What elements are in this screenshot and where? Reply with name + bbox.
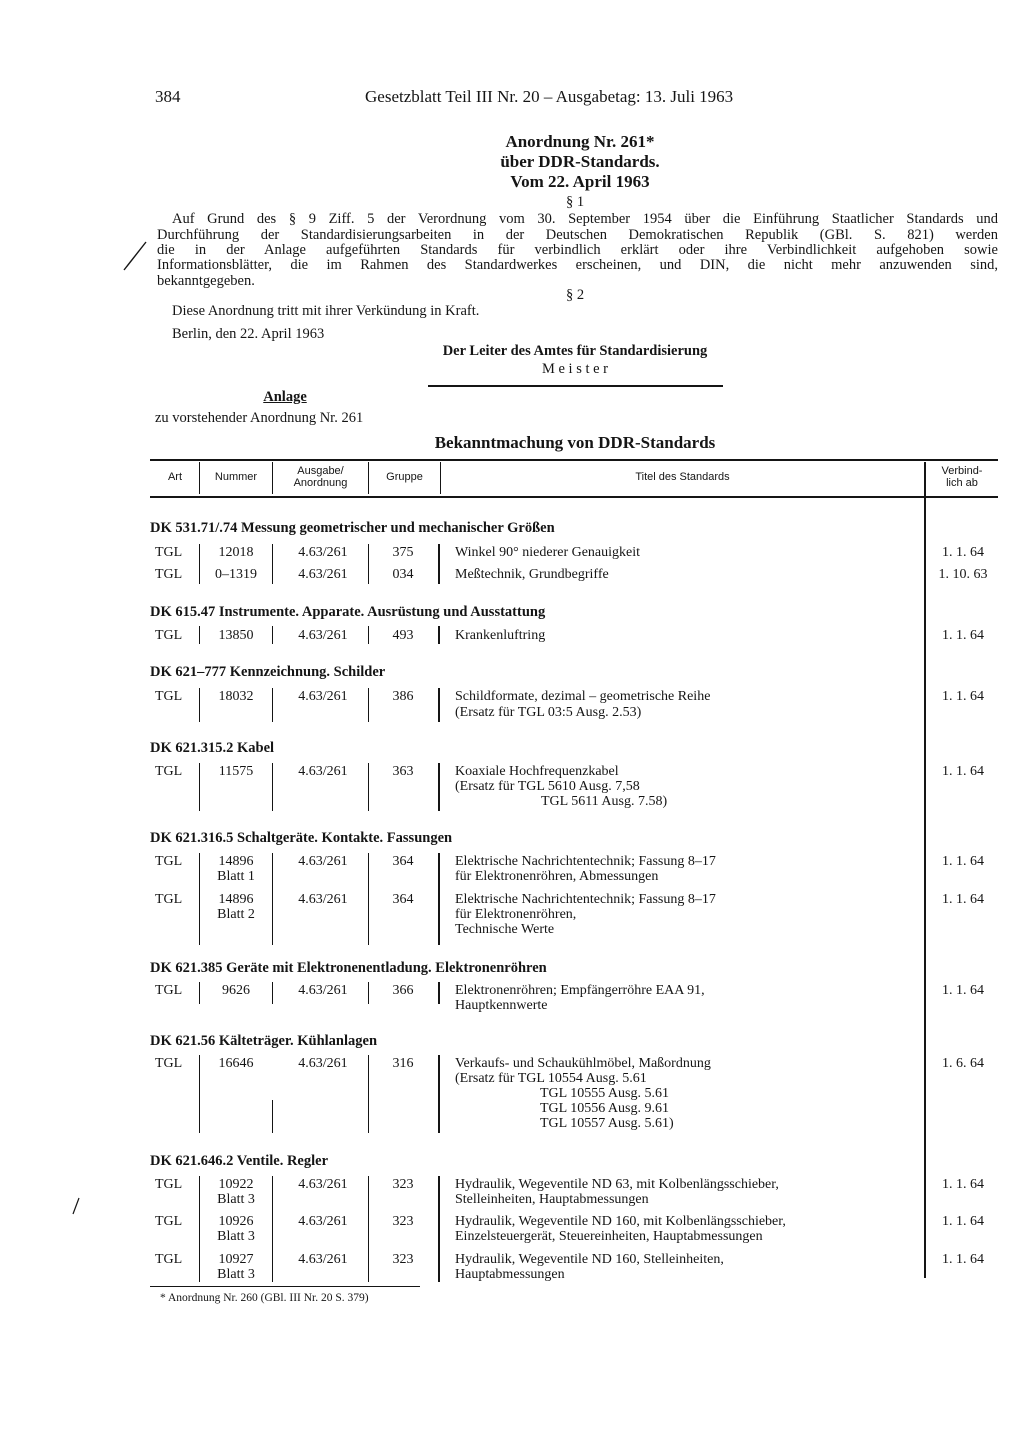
row-divider <box>368 853 369 945</box>
cell-titel: Stelleinheiten, Hauptabmessungen <box>455 1192 649 1207</box>
cell-titel: Hydraulik, Wegeventile ND 63, mit Kolbenlängsschieber, <box>455 1177 779 1192</box>
cell-art: TGL <box>155 983 183 998</box>
cell-titel: TGL 5611 Ausg. 7.58) <box>541 794 668 809</box>
cell-gruppe: 316 <box>392 1056 414 1071</box>
row-divider <box>368 544 369 584</box>
section-heading: DK 531.71/.74 Messung geometrischer und mechanischer Größen <box>150 520 555 536</box>
cell-verbindlich: 1. 1. 64 <box>942 854 984 869</box>
row-divider <box>438 982 440 1004</box>
cell-gruppe: 364 <box>392 854 414 869</box>
row-divider <box>199 853 200 945</box>
section-heading: DK 615.47 Instrumente. Apparate. Ausrüstung und Ausstattung <box>150 604 546 620</box>
section-heading: DK 621.316.5 Schaltgeräte. Kontakte. Fassungen <box>150 830 453 846</box>
cell-art: TGL <box>155 545 183 560</box>
cell-titel: Hydraulik, Wegeventile ND 160, mit Kolbenlängsschieber, <box>455 1214 786 1229</box>
cell-nummer: 10927 <box>218 1252 254 1267</box>
col-header-verbindlich: lich ab <box>946 477 978 489</box>
row-divider <box>272 688 273 722</box>
cell-nummer: 16646 <box>218 1056 254 1071</box>
cell-titel: für Elektronenröhren, <box>455 907 577 922</box>
col-header-titel: Titel des Standards <box>635 471 730 483</box>
margin-mark-line <box>124 242 146 270</box>
order-title-line2: über DDR-Standards. <box>500 152 660 171</box>
cell-art: TGL <box>155 1214 183 1229</box>
cell-gruppe: 375 <box>392 545 414 560</box>
cell-ausgabe: 4.63/261 <box>298 1252 348 1267</box>
row-divider <box>199 688 200 722</box>
cell-nummer: Blatt 2 <box>217 907 255 922</box>
row-divider <box>368 1176 369 1282</box>
cell-verbindlich: 1. 1. 64 <box>942 1214 984 1229</box>
cell-titel: TGL 10555 Ausg. 5.61 <box>540 1086 669 1101</box>
col-header-ausgabe: Anordnung <box>293 477 348 489</box>
cell-gruppe: 386 <box>392 689 414 704</box>
row-divider <box>438 1055 440 1133</box>
cell-titel: Krankenluftring <box>455 628 546 643</box>
cell-ausgabe: 4.63/261 <box>298 892 348 907</box>
margin-mark <box>120 238 150 274</box>
cell-nummer: Blatt 3 <box>217 1267 255 1282</box>
cell-gruppe: 366 <box>392 983 414 998</box>
row-divider <box>199 544 200 584</box>
cell-titel: Hauptabmessungen <box>455 1267 565 1282</box>
paragraph-1-line: bekanntgegeben. <box>157 273 255 289</box>
cell-gruppe: 493 <box>392 628 414 643</box>
cell-titel: (Ersatz für TGL 03:5 Ausg. 2.53) <box>455 705 642 720</box>
cell-verbindlich: 1. 1. 64 <box>942 1177 984 1192</box>
cell-art: TGL <box>155 892 183 907</box>
cell-ausgabe: 4.63/261 <box>298 1177 348 1192</box>
section-heading: DK 621.646.2 Ventile. Regler <box>150 1153 329 1169</box>
row-divider <box>199 1055 200 1133</box>
table-header-rule <box>150 496 998 498</box>
margin-mark-line <box>73 1198 79 1214</box>
cell-verbindlich: 1. 1. 64 <box>942 545 984 560</box>
cell-ausgabe: 4.63/261 <box>298 854 348 869</box>
cell-ausgabe: 4.63/261 <box>298 545 348 560</box>
paragraph-1-line: Informationsblätter, die im Rahmen des Standardwerkes erscheinen, und DIN, die nicht mehr anzuwenden sind, <box>157 257 998 273</box>
cell-titel: Meßtechnik, Grundbegriffe <box>455 567 609 582</box>
margin-mark <box>70 1196 82 1218</box>
col-header-gruppe: Gruppe <box>386 471 423 483</box>
cell-titel: (Ersatz für TGL 5610 Ausg. 7,58 <box>455 779 640 794</box>
signatory-title: Der Leiter des Amtes für Standardisierung <box>442 343 708 359</box>
row-divider <box>368 626 369 644</box>
paragraph-1-line: die in der Anlage aufgeführten Standards für verbindlich erklärt oder ihre Verbindlichkeit aufgehoben sowie <box>157 242 998 258</box>
page-number: 384 <box>155 87 181 106</box>
cell-art: TGL <box>155 1177 183 1192</box>
cell-titel: (Ersatz für TGL 10554 Ausg. 5.61 <box>455 1071 647 1086</box>
cell-nummer: 10922 <box>218 1177 254 1192</box>
row-divider <box>199 982 200 1004</box>
cell-titel: Elektrische Nachrichtentechnik; Fassung 8–17 <box>455 854 716 869</box>
cell-nummer: 12018 <box>218 545 254 560</box>
paragraph-2-text: Diese Anordnung tritt mit ihrer Verkündung in Kraft. <box>172 303 480 319</box>
paragraph-2-label: § 2 <box>565 287 585 303</box>
cell-art: TGL <box>155 1056 183 1071</box>
paragraph-1-line: Durchführung der Standardisierungsarbeiten in der Deutschen Demokratischen Republik (GBl. S. 821) werden <box>157 227 998 243</box>
cell-ausgabe: 4.63/261 <box>298 1214 348 1229</box>
cell-nummer: 13850 <box>218 628 254 643</box>
section-heading: DK 621.385 Geräte mit Elektronenentladung. Elektronenröhren <box>150 960 547 976</box>
cell-nummer: Blatt 1 <box>217 869 255 884</box>
cell-titel: Koaxiale Hochfrequenzkabel <box>455 764 619 779</box>
cell-nummer: 14896 <box>218 892 254 907</box>
row-divider <box>438 1176 440 1282</box>
cell-titel: Elektronenröhren; Empfängerröhre EAA 91, <box>455 983 705 998</box>
cell-nummer: Blatt 3 <box>217 1229 255 1244</box>
row-divider <box>438 853 440 945</box>
row-divider <box>199 763 200 811</box>
col-divider <box>924 462 926 1278</box>
cell-verbindlich: 1. 1. 64 <box>942 628 984 643</box>
cell-nummer: 14896 <box>218 854 254 869</box>
cell-art: TGL <box>155 628 183 643</box>
cell-ausgabe: 4.63/261 <box>298 983 348 998</box>
paragraph-1-label: § 1 <box>565 194 585 210</box>
order-title-line1: Anordnung Nr. 261* <box>505 132 655 151</box>
cell-art: TGL <box>155 764 183 779</box>
section-heading: DK 621.315.2 Kabel <box>150 740 275 756</box>
cell-nummer: 9626 <box>222 983 250 998</box>
annex-subheading: zu vorstehender Anordnung Nr. 261 <box>155 410 364 426</box>
cell-art: TGL <box>155 854 183 869</box>
row-divider <box>272 1100 273 1133</box>
row-divider <box>368 763 369 811</box>
cell-nummer: 0–1319 <box>215 567 257 582</box>
table-title: Bekanntmachung von DDR-Standards <box>434 433 716 452</box>
row-divider <box>368 982 369 1004</box>
row-divider <box>272 982 273 1004</box>
cell-ausgabe: 4.63/261 <box>298 1056 348 1071</box>
table-top-rule <box>150 459 998 461</box>
cell-art: TGL <box>155 567 183 582</box>
cell-art: TGL <box>155 689 183 704</box>
row-divider <box>272 626 273 644</box>
cell-titel: Schildformate, dezimal – geometrische Reihe <box>455 689 711 704</box>
row-divider <box>438 544 440 584</box>
running-title: Gesetzblatt Teil III Nr. 20 – Ausgabetag: 13. Juli 1963 <box>365 87 734 106</box>
cell-art: TGL <box>155 1252 183 1267</box>
cell-gruppe: 323 <box>392 1214 414 1229</box>
paragraph-1-line: Auf Grund des § 9 Ziff. 5 der Verordnung vom 30. September 1954 über die Einführung Staatlicher Standards und <box>172 211 998 227</box>
col-header-ausgabe: Ausgabe/ <box>297 465 344 477</box>
row-divider <box>438 763 440 811</box>
section-heading: DK 621.56 Kälteträger. Kühlanlagen <box>150 1033 378 1049</box>
cell-verbindlich: 1. 1. 64 <box>942 1252 984 1267</box>
col-header-nummer: Nummer <box>214 471 258 483</box>
cell-nummer: Blatt 3 <box>217 1192 255 1207</box>
row-divider <box>368 1055 369 1133</box>
cell-verbindlich: 1. 10. 63 <box>938 567 988 582</box>
cell-titel: Hydraulik, Wegeventile ND 160, Stelleinheiten, <box>455 1252 724 1267</box>
cell-gruppe: 364 <box>392 892 414 907</box>
cell-ausgabe: 4.63/261 <box>298 689 348 704</box>
cell-verbindlich: 1. 1. 64 <box>942 764 984 779</box>
cell-titel: Elektrische Nachrichtentechnik; Fassung 8–17 <box>455 892 716 907</box>
footnote-rule <box>150 1286 420 1287</box>
row-divider <box>199 1176 200 1282</box>
cell-titel: TGL 10556 Ausg. 9.61 <box>540 1101 669 1116</box>
cell-verbindlich: 1. 6. 64 <box>942 1056 984 1071</box>
cell-titel: Einzelsteuergerät, Steuereinheiten, Hauptabmessungen <box>455 1229 763 1244</box>
signatory-name: M e i s t e r <box>541 361 609 377</box>
section-heading: DK 621–777 Kennzeichnung. Schilder <box>150 664 386 680</box>
row-divider <box>199 626 200 644</box>
cell-nummer: 11575 <box>218 764 254 779</box>
cell-verbindlich: 1. 1. 64 <box>942 689 984 704</box>
cell-ausgabe: 4.63/261 <box>298 764 348 779</box>
cell-nummer: 18032 <box>218 689 254 704</box>
cell-verbindlich: 1. 1. 64 <box>942 892 984 907</box>
cell-ausgabe: 4.63/261 <box>298 628 348 643</box>
cell-gruppe: 034 <box>392 567 414 582</box>
annex-heading: Anlage <box>263 389 307 405</box>
footnote: * Anordnung Nr. 260 (GBl. III Nr. 20 S. 379) <box>160 1292 369 1304</box>
cell-ausgabe: 4.63/261 <box>298 567 348 582</box>
row-divider <box>272 853 273 945</box>
row-divider <box>272 544 273 584</box>
row-divider <box>368 688 369 722</box>
cell-titel: für Elektronenröhren, Abmessungen <box>455 869 659 884</box>
row-divider <box>272 763 273 811</box>
cell-titel: Verkaufs- und Schaukühlmöbel, Maßordnung <box>455 1056 711 1071</box>
row-divider <box>272 1176 273 1282</box>
cell-titel: Technische Werte <box>455 922 555 937</box>
cell-titel: Hauptkennwerte <box>455 998 548 1013</box>
cell-nummer: 10926 <box>218 1214 254 1229</box>
cell-titel: Winkel 90° niederer Genauigkeit <box>455 545 641 560</box>
signature-rule <box>428 385 723 387</box>
cell-gruppe: 323 <box>392 1252 414 1267</box>
order-title-line3: Vom 22. April 1963 <box>510 172 650 191</box>
cell-gruppe: 323 <box>392 1177 414 1192</box>
col-header-art: Art <box>167 471 183 483</box>
place-date: Berlin, den 22. April 1963 <box>172 326 325 342</box>
cell-titel: TGL 10557 Ausg. 5.61) <box>540 1116 674 1131</box>
row-divider <box>438 688 440 722</box>
cell-verbindlich: 1. 1. 64 <box>942 983 984 998</box>
cell-gruppe: 363 <box>392 764 414 779</box>
col-header-verbindlich: Verbind- <box>941 465 983 477</box>
row-divider <box>438 626 440 644</box>
